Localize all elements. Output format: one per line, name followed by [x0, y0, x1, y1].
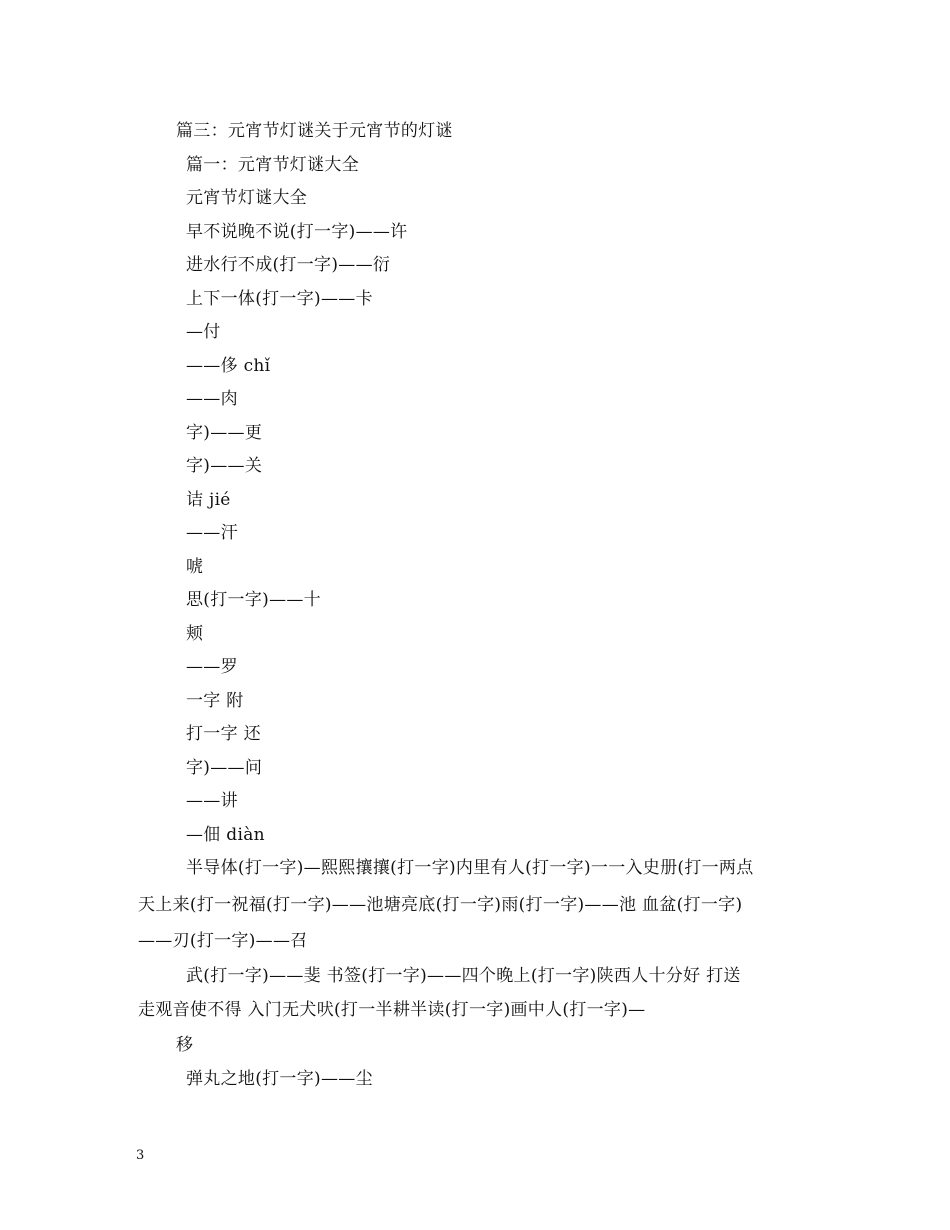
text-line: 天上来(打一祝福(打一字)——池塘亮底(打一字)雨(打一字)——池 血盆(打一字)	[138, 895, 743, 915]
text-line: 走观音使不得 入门无犬吠(打一半耕半读(打一字)画中人(打一字)—	[138, 1000, 646, 1020]
text-line: ——侈 chǐ	[186, 356, 271, 376]
page-number: 3	[136, 1148, 145, 1163]
text-line: 唬	[186, 557, 204, 577]
text-line: ——汗	[186, 523, 238, 543]
text-line: 武(打一字)——斐 书签(打一字)——四个晚上(打一字)陕西人十分好 打送	[186, 966, 741, 986]
text-line: 字)——更	[186, 423, 263, 443]
text-line: —付	[186, 322, 221, 342]
text-line: 半导体(打一字)—熙熙攘攘(打一字)内里有人(打一字)一一入史册(打一两点	[186, 858, 754, 878]
text-line: 进水行不成(打一字)——衍	[186, 255, 391, 275]
text-line: 诘 jié	[186, 490, 231, 510]
text-line: ——肉	[186, 389, 238, 409]
text-line: 篇一：元宵节灯谜大全	[186, 155, 359, 175]
text-line: 一字 附	[186, 691, 244, 711]
text-line: 颊	[186, 624, 204, 644]
text-line: ——刃(打一字)——召	[138, 931, 308, 951]
text-line: 打一字 还	[186, 724, 261, 744]
text-line: 早不说晚不说(打一字)——许	[186, 222, 408, 242]
text-line: 上下一体(打一字)——卡	[186, 289, 373, 309]
text-line: 字)——问	[186, 758, 263, 778]
text-line: 元宵节灯谜大全	[186, 188, 308, 208]
text-line: 弹丸之地(打一字)——尘	[186, 1069, 373, 1089]
text-line: 移	[176, 1035, 194, 1055]
text-line: 思(打一字)——十	[186, 590, 321, 610]
text-line: —佃 diàn	[186, 825, 265, 845]
text-line: ——罗	[186, 657, 238, 677]
heading-line: 篇三：元宵节灯谜关于元宵节的灯谜	[176, 121, 453, 141]
text-line: 字)——关	[186, 456, 263, 476]
text-line: ——讲	[186, 791, 238, 811]
